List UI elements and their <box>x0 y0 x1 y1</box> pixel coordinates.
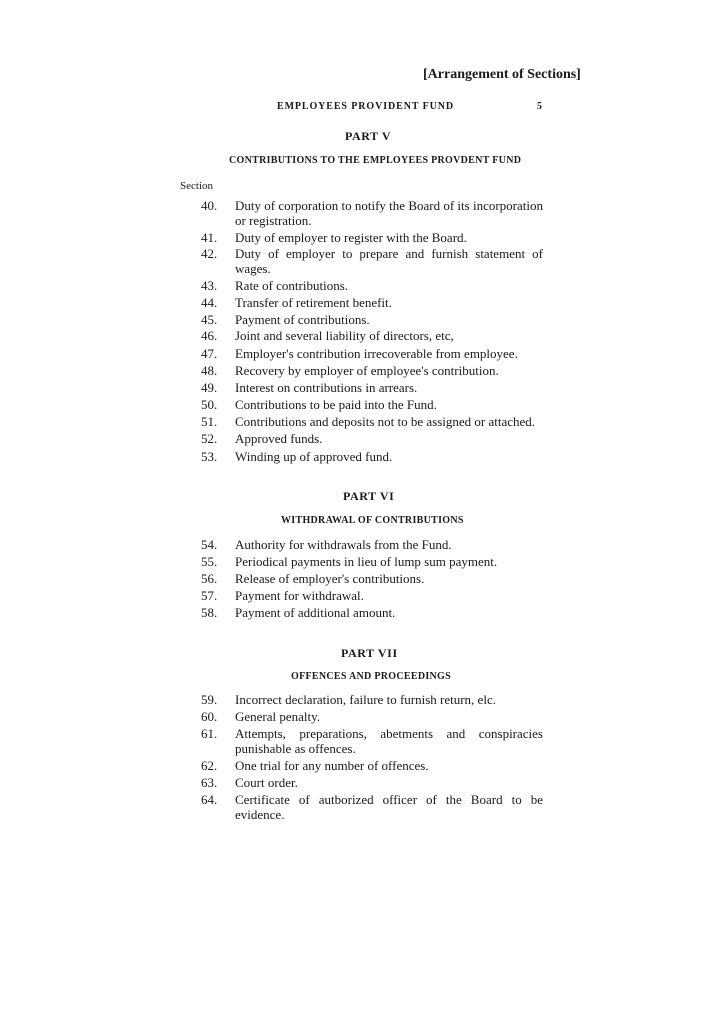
part-vi-title: PART VI <box>343 489 395 503</box>
section-title: Payment of contributions. <box>235 312 370 327</box>
section-number: 56. <box>201 571 218 586</box>
section-number: 40. <box>201 198 218 213</box>
section-number: 53. <box>201 449 218 464</box>
section-title: Duty of employer to register with the Board. <box>235 230 467 245</box>
section-entry <box>201 312 543 327</box>
section-entry <box>201 571 543 586</box>
section-title: Certificate of autborized officer of the Board to be evidence. <box>235 792 543 822</box>
section-title: Contributions and deposits not to be assigned or attached. <box>235 414 536 429</box>
section-number: 61. <box>201 726 218 741</box>
section-title: Payment of additional amount. <box>235 605 396 620</box>
section-entry <box>201 246 543 276</box>
section-entry <box>201 709 543 724</box>
section-entry <box>201 775 543 790</box>
section-entry <box>201 431 543 446</box>
section-title: Authority for withdrawals from the Fund. <box>235 537 452 552</box>
section-title: Duty of employer to prepare and furnish statement of wages. <box>235 246 543 276</box>
section-title: Joint and several liability of directors, etc, <box>235 328 454 343</box>
section-title: Payment for withdrawal. <box>235 588 364 603</box>
section-number: 50. <box>201 397 218 412</box>
part-vi-subtitle: WITHDRAWAL OF CONTRIBUTIONS <box>281 515 464 526</box>
section-number: 63. <box>201 775 218 790</box>
page-number: 5 <box>537 101 542 112</box>
part-vii-subtitle: OFFENCES AND PROCEEDINGS <box>291 671 451 682</box>
section-entry <box>201 380 543 395</box>
section-entry <box>201 278 543 293</box>
section-title: Approved funds. <box>235 431 323 446</box>
section-number: 49. <box>201 380 218 395</box>
part-vii-title: PART VII <box>341 646 398 660</box>
part-v-subtitle: CONTRIBUTIONS TO THE EMPLOYEES PROVDENT FUND <box>229 155 522 166</box>
section-title: Duty of corporation to notify the Board of its incorporation or registration. <box>235 198 543 228</box>
section-number: 46. <box>201 328 218 343</box>
section-number: 57. <box>201 588 218 603</box>
section-entry <box>201 726 543 756</box>
section-title: General penalty. <box>235 709 321 724</box>
section-number: 45. <box>201 312 218 327</box>
section-title: Employer's contribution irrecoverable from employee. <box>235 346 518 361</box>
section-number: 44. <box>201 295 218 310</box>
section-number: 55. <box>201 554 218 569</box>
section-entry <box>201 758 543 773</box>
section-entry <box>201 198 543 228</box>
section-number: 42. <box>201 246 218 261</box>
section-entry <box>201 605 543 620</box>
section-number: 41. <box>201 230 218 245</box>
section-title: Interest on contributions in arrears. <box>235 380 418 395</box>
section-entry <box>201 328 543 343</box>
running-title: EMPLOYEES PROVIDENT FUND <box>277 101 454 112</box>
section-title: Periodical payments in lieu of lump sum payment. <box>235 554 498 569</box>
section-number: 59. <box>201 692 218 707</box>
section-title: Incorrect declaration, failure to furnish return, elc. <box>235 692 496 707</box>
section-number: 58. <box>201 605 218 620</box>
section-entry <box>201 449 543 464</box>
section-entry <box>201 346 543 361</box>
section-entry <box>201 537 543 552</box>
section-title: One trial for any number of offences. <box>235 758 429 773</box>
section-entry <box>201 692 543 707</box>
section-entry <box>201 363 543 378</box>
section-title: Release of employer's contributions. <box>235 571 425 586</box>
section-number: 64. <box>201 792 218 807</box>
section-number: 43. <box>201 278 218 293</box>
section-number: 62. <box>201 758 218 773</box>
section-number: 60. <box>201 709 218 724</box>
section-entry <box>201 397 543 412</box>
section-entry <box>201 588 543 603</box>
section-number: 48. <box>201 363 218 378</box>
section-title: Transfer of retirement benefit. <box>235 295 392 310</box>
section-title: Recovery by employer of employee's contribution. <box>235 363 499 378</box>
section-title: Court order. <box>235 775 298 790</box>
section-number: 47. <box>201 346 218 361</box>
section-entry <box>201 554 543 569</box>
section-title: Rate of contributions. <box>235 278 349 293</box>
section-title: Winding up of approved fund. <box>235 449 393 464</box>
section-number: 51. <box>201 414 218 429</box>
section-entry <box>201 792 543 822</box>
arrangement-heading: [Arrangement of Sections] <box>423 67 581 82</box>
section-entry <box>201 414 543 429</box>
section-entry <box>201 230 543 245</box>
section-number: 52. <box>201 431 218 446</box>
section-number: 54. <box>201 537 218 552</box>
section-label: Section <box>180 180 213 192</box>
part-v-title: PART V <box>345 129 392 143</box>
section-title: Attempts, preparations, abetments and conspiracies punishable as offences. <box>235 726 543 756</box>
section-entry <box>201 295 543 310</box>
section-title: Contributions to be paid into the Fund. <box>235 397 437 412</box>
